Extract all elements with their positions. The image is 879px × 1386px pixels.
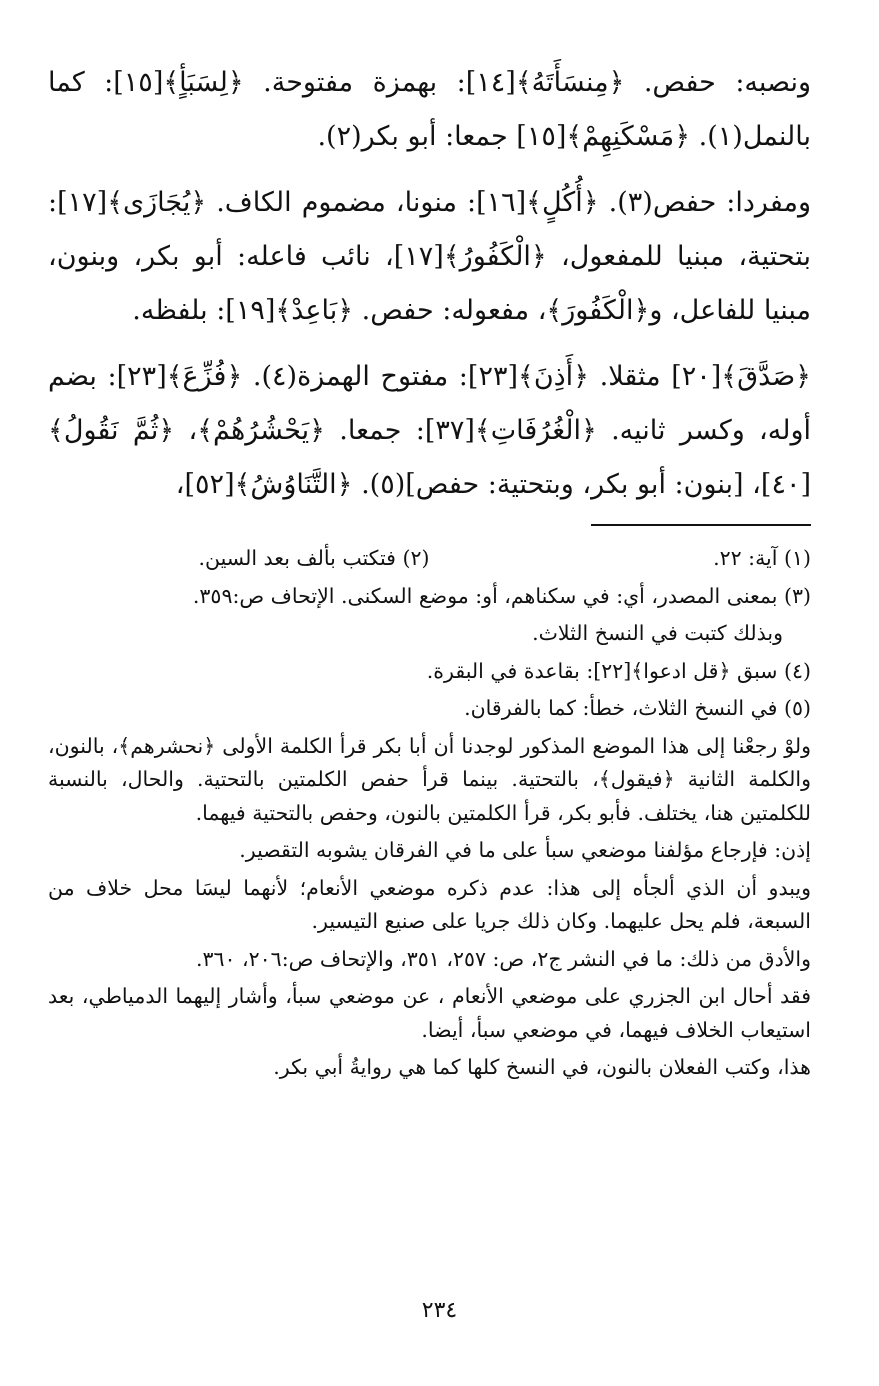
commentary-paragraph-2: إذن: فإرجاع مؤلفنا موضعي سبأ على ما في الفرقان يشوبه التقصير. (239, 838, 811, 862)
main-text (48, 56, 811, 512)
commentary (48, 730, 811, 1085)
commentary-paragraph-5: فقد أحال ابن الجزري على موضعي الأنعام ، عن موضعي سبأ، وأشار إليهما الدمياطي، بعد استيعاب الخلاف فيهما، في موضعي سبأ، أيضا. (48, 984, 811, 1042)
commentary-paragraph-6: هذا، وكتب الفعلان بالنون، في النسخ كلها كما هي روايةُ أبي بكر. (273, 1055, 811, 1079)
commentary-paragraph-1: ولوْ رجعْنا إلى هذا الموضع المذكور لوجدنا أن أبا بكر قرأ الكلمة الأولى ﴿نحشرهم﴾، بالنون، والكلمة الثانية ﴿فيقول﴾، بالتحتية. بينما قرأ حفص الكلمتين بالتحتية. والحال، بالنسبة للكلمتين هنا، يختلف. فأبو بكر، قرأ الكلمتين بالنون، وحفص بالتحتية فيهما. (48, 733, 811, 825)
footnote-2: (٢) فتكتب بألف بعد السين. (198, 546, 430, 570)
page-number: ٢٣٤ (421, 1298, 458, 1323)
commentary-paragraph-3: ويبدو أن الذي ألجأه إلى هذا: عدم ذكره موضعي الأنعام؛ لأنهما ليسَا محل خلاف من السبعة، فلم يحل عليهما. وكان ذلك جريا على صنيع التيسير. (48, 875, 811, 933)
main-paragraph-1: ونصبه: حفص. ﴿مِنسَأَتَهُ﴾[١٤]: بهمزة مفتوحة. ﴿لِسَبَأٍ﴾[١٥]: كما بالنمل(١). ﴿مَسْكَنِهِمْ﴾[١٥] جمعا: أبو بكر(٢). (48, 67, 812, 152)
footnote-5: (٥) في النسخ الثلاث، خطأ: كما بالفرقان. (464, 696, 811, 720)
footnote-3-continued: وبذلك كتبت في النسخ الثلاث. (532, 621, 783, 645)
footnote-4: (٤) سبق ﴿قل ادعوا﴾[٢٢]: بقاعدة في البقرة. (426, 658, 811, 683)
footnote-row-1-2 (48, 542, 811, 576)
footnote-3: (٣) بمعنى المصدر، أي: في سكناهم، أو: موضع السكنى. الإتحاف ص:٣٥٩. (192, 583, 811, 608)
main-paragraph-3: ﴿صَدَّقَ﴾[٢٠] مثقلا. ﴿أَذِنَ﴾[٢٣]: مفتوح الهمزة(٤). ﴿فُزِّعَ﴾[٢٣]: بضم أوله، وكسر ثانيه. ﴿الْغُرُفَاتِ﴾[٣٧]: جمعا. ﴿يَحْشُرُهُمْ﴾، ﴿ثُمَّ نَقُولُ﴾[٤٠]، [بنون: أبو بكر، وبتحتية: حفص](٥). ﴿التَّنَاوُشُ﴾[٥٢]، (48, 361, 811, 500)
main-paragraph-2: ومفردا: حفص(٣). ﴿أُكُلٍ﴾[١٦]: منونا، مضموم الكاف. ﴿يُجَازَى﴾[١٧]: بتحتية، مبنيا للمفعول، ﴿الْكَفُورُ﴾[١٧]، نائب فاعله: أبو بكر، وبنون، مبنيا للفاعل، و﴿الْكَفُورَ﴾، مفعوله: حفص. ﴿بَاعِدْ﴾[١٩]: بلفظه. (48, 187, 811, 326)
footnote-separator (591, 524, 811, 526)
footnotes (48, 542, 811, 726)
footnote-1: (١) آية: ٢٢. (713, 546, 811, 570)
commentary-paragraph-4: والأدق من ذلك: ما في النشر ج٢، ص: ٢٥٧، ٣٥١، والإتحاف ص:٢٠٦، ٣٦٠. (195, 946, 811, 971)
